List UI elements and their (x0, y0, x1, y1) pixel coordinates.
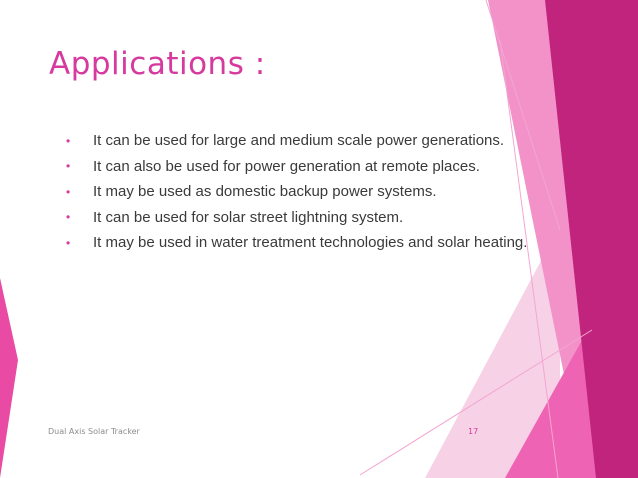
left-edge-wedge (0, 278, 18, 478)
list-item (66, 179, 527, 205)
bullet-icon: • (66, 210, 71, 225)
footer-presentation-title: Dual Axis Solar Tracker (48, 427, 140, 436)
bullet-text: It may be used as domestic backup power systems. (93, 183, 437, 201)
list-item (66, 154, 527, 180)
bullet-icon: • (66, 184, 71, 199)
slide-title: Applications : (49, 46, 266, 82)
bullet-text: It can be used for solar street lightning system. (93, 208, 404, 226)
slide-number: 17 (468, 427, 479, 436)
list-item (66, 205, 527, 231)
bullet-icon: • (66, 133, 71, 148)
list-item (66, 230, 527, 256)
bullet-icon: • (66, 159, 71, 174)
bullet-text: It may be used in water treatment technologies and solar heating. (93, 234, 528, 252)
bullet-list (66, 128, 527, 256)
bullet-text: It can also be used for power generation at remote places. (93, 157, 480, 175)
bullet-icon: • (66, 235, 71, 250)
list-item (66, 128, 527, 154)
bullet-text: It can be used for large and medium scale power generations. (93, 132, 505, 150)
